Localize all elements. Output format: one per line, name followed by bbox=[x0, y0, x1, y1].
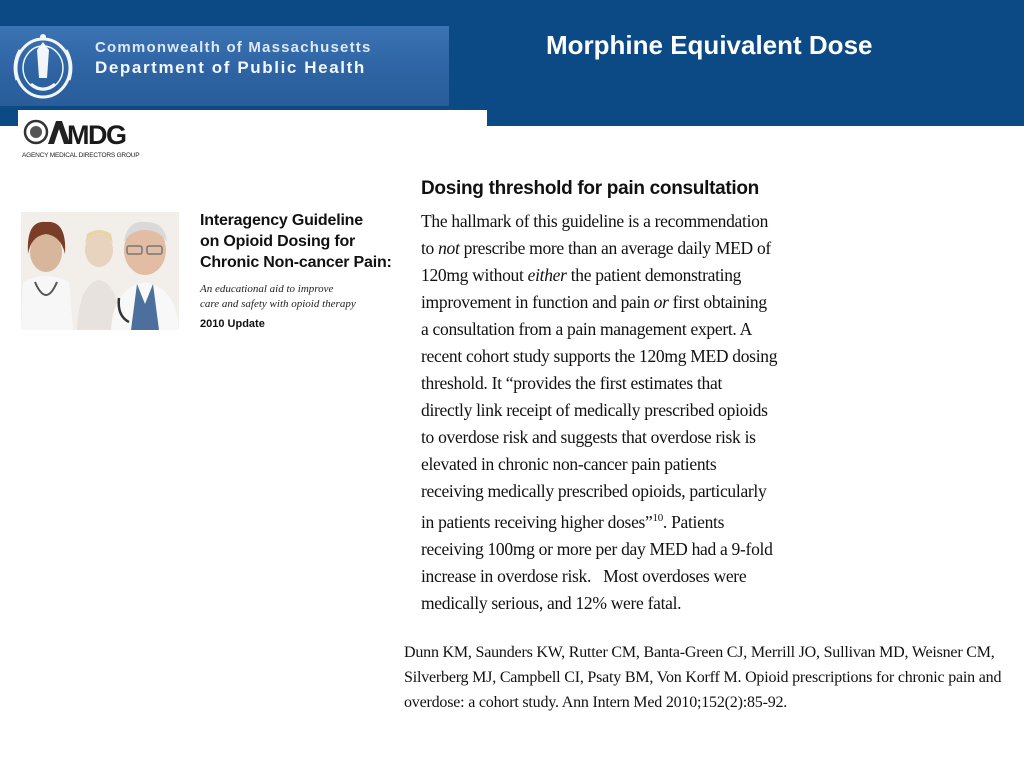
clinicians-photo bbox=[21, 212, 179, 330]
guideline-title-line: Chronic Non-cancer Pain: bbox=[200, 254, 392, 271]
excerpt-line: receiving 100mg or more per day MED had a 9-fold bbox=[421, 538, 773, 559]
excerpt-line: threshold. It “provides the first estimates that bbox=[421, 373, 723, 393]
excerpt-line: in patients receiving higher doses”$^{10}$. Patients bbox=[421, 511, 725, 532]
guideline-title-line: on Opioid Dosing for bbox=[200, 233, 356, 250]
excerpt-line: recent cohort study supports the 120mg MED dosing bbox=[421, 346, 778, 366]
excerpt-line: The hallmark of this guideline is a recommendation bbox=[421, 211, 769, 231]
excerpt-line: to not prescribe more than an average daily MED of bbox=[421, 238, 771, 258]
excerpt-line: to overdose risk and suggests that overdose risk is bbox=[421, 427, 756, 447]
excerpt-line: a consultation from a pain management expert. A bbox=[421, 319, 752, 339]
slide-title: Morphine Equivalent Dose bbox=[546, 30, 873, 60]
excerpt-body bbox=[421, 208, 781, 617]
excerpt-line: increase in overdose risk. Most overdoses were bbox=[421, 565, 747, 586]
excerpt-line: 120mg without either the patient demonstrating bbox=[421, 265, 742, 285]
excerpt-line: directly link receipt of medically prescribed opioids bbox=[421, 400, 768, 420]
citation-line: Silverberg MJ, Campbell CI, Psaty BM, Von Korff M. Opioid prescriptions for chronic pain and bbox=[404, 669, 1002, 686]
excerpt-line: improvement in function and pain or first obtaining bbox=[421, 292, 767, 312]
citation-line: overdose: a cohort study. Ann Intern Med 2010;152(2):85-92. bbox=[404, 694, 788, 711]
guideline-update: 2010 Update bbox=[200, 318, 265, 330]
guideline-subtitle bbox=[200, 282, 356, 312]
excerpt-line: medically serious, and 12% were fatal. bbox=[421, 592, 682, 613]
emphasis: not bbox=[438, 238, 460, 258]
guideline-subtitle-line: An educational aid to improve bbox=[200, 283, 334, 295]
dph-name-line2: Department of Public Health bbox=[95, 58, 366, 77]
footnote-ref: 10 bbox=[652, 512, 663, 524]
citation-line: Dunn KM, Saunders KW, Rutter CM, Banta-Green CJ, Merrill JO, Sullivan MD, Weisner CM, bbox=[404, 644, 995, 661]
citation bbox=[404, 640, 1014, 715]
emphasis: either bbox=[527, 265, 567, 285]
massachusetts-seal-icon bbox=[8, 30, 78, 102]
svg-text:MDG: MDG bbox=[67, 120, 126, 150]
excerpt-line: elevated in chronic non-cancer pain patients bbox=[421, 454, 717, 474]
dph-name-line1: Commonwealth of Massachusetts bbox=[95, 39, 372, 56]
guideline-subtitle-line: care and safety with opioid therapy bbox=[200, 298, 356, 310]
dph-banner bbox=[0, 26, 449, 106]
excerpt-heading: Dosing threshold for pain consultation bbox=[421, 178, 759, 199]
guideline-title-line: Interagency Guideline bbox=[200, 212, 363, 229]
amdg-subtitle: AGENCY MEDICAL DIRECTORS GROUP bbox=[22, 152, 140, 159]
emphasis: or bbox=[653, 292, 669, 312]
excerpt-line: receiving medically prescribed opioids, particularly bbox=[421, 481, 767, 501]
guideline-title bbox=[200, 210, 392, 273]
